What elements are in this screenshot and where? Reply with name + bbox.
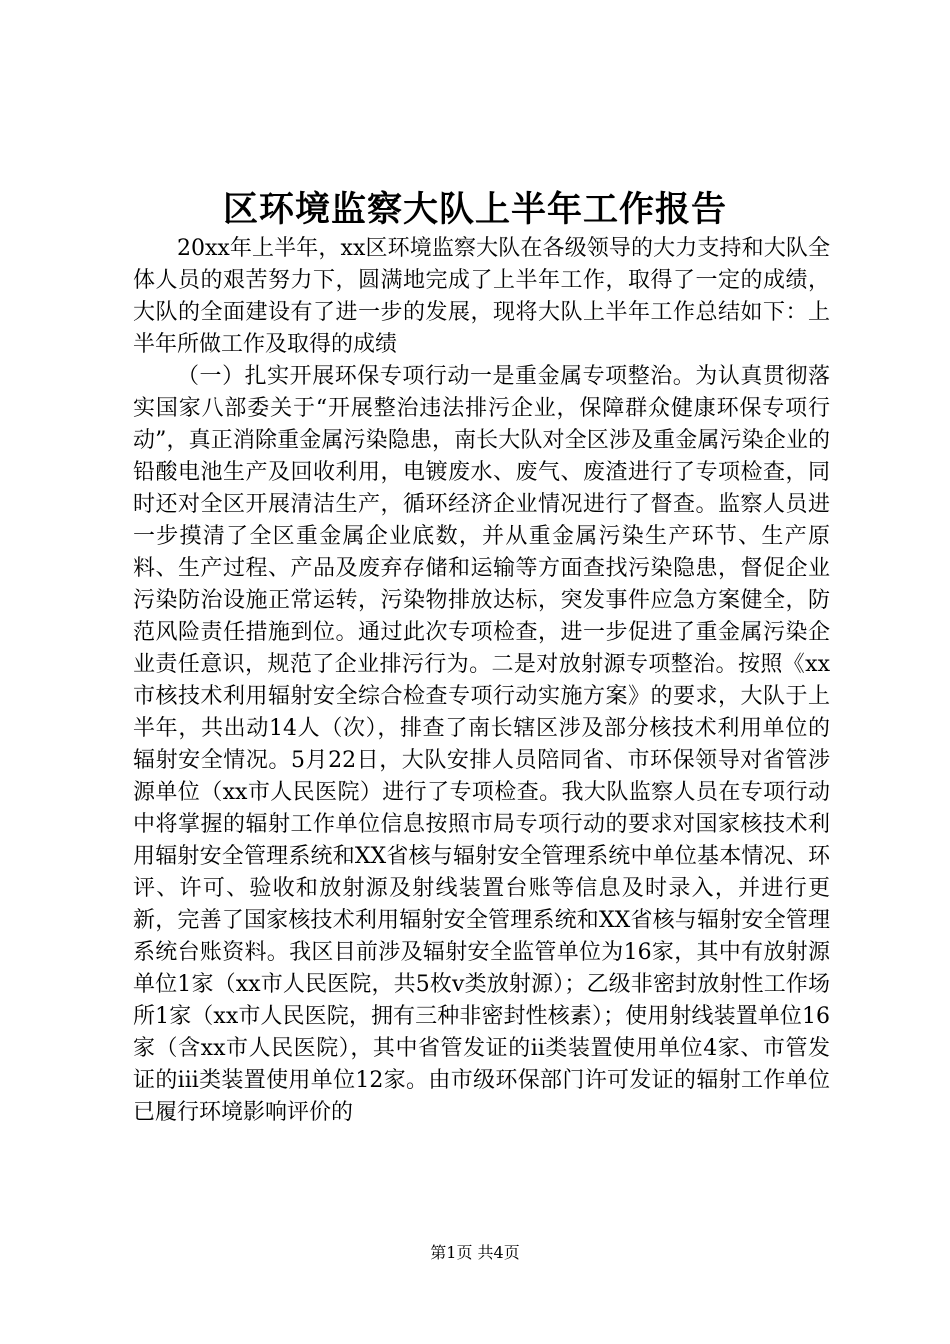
paragraph-intro: 20xx年上半年，xx区环境监察大队在各级领导的大力支持和大队全体人员的艰苦努力下，圆满地完成了上半年工作，取得了一定的成绩，大队的全面建设有了进一步的发展，现将大队上半年工作总结如下：上半年所做工作及取得的成绩 xyxy=(133,236,830,357)
document-body xyxy=(133,233,830,1129)
page-number-footer: 第1页 共4页 xyxy=(430,1243,520,1262)
paragraph-section-1: （一）扎实开展环保专项行动一是重金属专项整治。为认真贯彻落实国家八部委关于“开展整治违法排污企业，保障群众健康环保专项行动”，真正消除重金属污染隐患，南长大队对全区涉及重金属污染企业的铅酸电池生产及回收利用，电镀废水、废气、废渣进行了专项检查，同时还对全区开展清洁生产，循环经济企业情况进行了督查。监察人员进一步摸清了全区重金属企业底数，并从重金属污染生产环节、生产原料、生产过程、产品及废弃存储和运输等方面查找污染隐患，督促企业污染防治设施正常运转，污染物排放达标，突发事件应急方案健全，防范风险责任措施到位。通过此次专项检查，进一步促进了重金属污染企业责任意识，规范了企业排污行为。二是对放射源专项整治。按照《xx市核技术利用辐射安全综合检查专项行动实施方案》的要求，大队于上半年，共出动14人（次），排查了南长辖区涉及部分核技术利用单位的辐射安全情况。5月22日，大队安排人员陪同省、市环保领导对省管涉源单位（xx市人民医院）进行了专项检查。我大队监察人员在专项行动中将掌握的辐射工作单位信息按照市局专项行动的要求对国家核技术利用辐射安全管理系统和XX省核与辐射安全管理系统中单位基本情况、环评、许可、验收和放射源及射线装置台账等信息及时录入，并进行更新，完善了国家核技术利用辐射安全管理系统和XX省核与辐射安全管理系统台账资料。我区目前涉及辐射安全监管单位为16家，其中有放射源单位1家（xx市人民医院，共5枚v类放射源）；乙级非密封放射性工作场所1家（xx市人民医院，拥有三种非密封性核素）；使用射线装置单位16家（含xx市人民医院），其中省管发证的ii类装置使用单位4家、市管发证的iii类装置使用单位12家。由市级环保部门许可发证的辐射工作单位已履行环境影响评价的 xyxy=(133,364,830,1125)
document-title: 区环境监察大队上半年工作报告 xyxy=(222,189,727,230)
